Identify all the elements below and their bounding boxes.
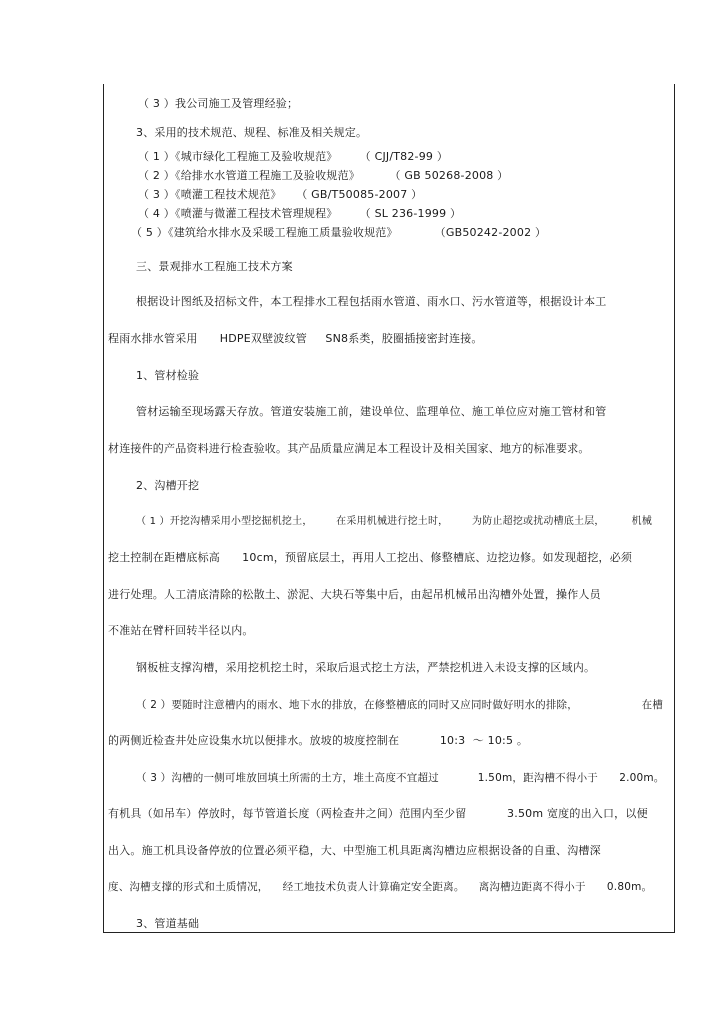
text-line-6-content: （ 4 ）《喷灌与微灌工程技术管理规程》 （ SL 236-1999 ）: [138, 207, 462, 220]
text-line-9: [136, 295, 606, 309]
text-line-5-content: （ 3 ）《喷灌工程技术规范》 （ GB/T50085-2007 ）: [138, 188, 423, 201]
text-line-18-content: 不准站在臂杆回转半径以内。: [108, 624, 254, 637]
text-line-16: [108, 551, 632, 565]
text-line-23-content: 有机具（如吊车）停放时，每节管道长度（两检查井之间）范围内至少留 3.50m 宽度的出入口，以便: [108, 807, 648, 820]
text-line-10: [108, 332, 483, 346]
section-heading-content: 三、景观排水工程施工技术方案: [136, 260, 293, 273]
text-line-12: [136, 405, 606, 419]
text-line-2-content: 3、采用的技术规范、规程、标准及相关规定。: [136, 126, 368, 139]
text-line-2: [136, 126, 367, 140]
subsection-heading-1-content: 1、管材检验: [136, 369, 200, 382]
text-line-4: [138, 169, 508, 183]
text-line-16-content: 挖土控制在距槽底标高 10cm，预留底层土，再用人工挖出、修整槽底、边挖边修。如发现超挖，必须: [108, 551, 633, 564]
text-line-12-content: 管材运输至现场露天存放。管道安装施工前，建设单位、监理单位、施工单位应对施工管材和管: [136, 405, 607, 418]
text-line-21-content: 的两侧近检查井处应设集水坑以便排水。放坡的坡度控制在 10:3 ～ 10:5 。: [108, 734, 529, 747]
text-line-22-content: （ 3 ）沟槽的一侧可堆放回填土所需的土方，堆土高度不宜超过 1.50m，距沟槽不得小于 2.00m。: [136, 772, 665, 784]
text-line-21: [108, 734, 528, 748]
subsection-heading-2: [136, 479, 199, 493]
text-line-19-content: 钢板桩支撑沟槽，采用挖机挖土时，采取后退式挖土方法，严禁挖机进入未设支撑的区域内。: [136, 661, 596, 674]
text-line-15-content: （ 1 ）开挖沟槽采用小型挖掘机挖土， 在采用机械进行挖土时， 为防止超挖或扰动槽底土层， 机械: [136, 516, 653, 527]
text-line-9-content: 根据设计图纸及招标文件，本工程排水工程包括雨水管道、雨水口、污水管道等，根据设计本工: [136, 295, 607, 308]
text-line-25-content: 度、沟槽支撑的形式和土质情况， 经工地技术负责人计算确定安全距离。 离沟槽边距离不得小于 0.80m。: [108, 881, 653, 893]
text-line-7-content: （ 5 ）《建筑给水排水及采暖工程施工质量验收规范》 （GB50242-2002 ）: [131, 226, 547, 239]
text-line-3-content: （ 1 ）《城市绿化工程施工及验收规范》 （ CJJ/T82-99 ）: [138, 150, 449, 163]
subsection-heading-2-content: 2、沟槽开挖: [136, 479, 200, 492]
subsection-heading-3-content: 3、管道基础: [136, 917, 200, 930]
section-heading: [136, 260, 293, 274]
text-line-10-content: 程雨水排水管采用 HDPE双壁波纹管 SN8系类，胶圈插接密封连接。: [108, 332, 483, 345]
text-line-15: [136, 515, 652, 529]
text-line-23: [108, 807, 648, 821]
text-line-3: [138, 150, 448, 164]
text-line-20: [136, 698, 663, 712]
text-line-25: [108, 880, 652, 894]
text-line-6: [138, 207, 461, 221]
text-line-13-content: 材连接件的产品资料进行检查验收。其产品质量应满足本工程设计及相关国家、地方的标准要求。: [108, 442, 590, 455]
text-line-1: [138, 97, 298, 111]
subsection-heading-1: [136, 369, 199, 383]
text-line-24: [108, 844, 601, 858]
text-line-17-content: 进行处理。人工清底清除的松散土、淤泥、大块石等集中后，由起吊机械吊出沟槽外处置，操作人员: [108, 588, 601, 601]
text-line-4-content: （ 2 ）《给排水水管道工程施工及验收规范》 （ GB 50268-2008 ）: [138, 169, 509, 182]
text-line-17: [108, 588, 601, 602]
text-line-18: [108, 624, 254, 638]
text-line-7: [131, 226, 546, 240]
text-line-19: [136, 661, 595, 675]
text-line-1-content: （ 3 ）我公司施工及管理经验；: [138, 97, 299, 110]
subsection-heading-3: [136, 917, 199, 931]
text-line-5: [138, 188, 422, 202]
text-line-20-content: （ 2 ）要随时注意槽内的雨水、地下水的排放，在修整槽底的同时又应同时做好明水的排除， 在槽: [136, 699, 664, 711]
text-line-22: [136, 771, 665, 785]
text-line-24-content: 出入。施工机具设备停放的位置必须平稳，大、中型施工机具距离沟槽边应根据设备的自重、沟槽深: [108, 844, 601, 857]
text-line-13: [108, 442, 590, 456]
